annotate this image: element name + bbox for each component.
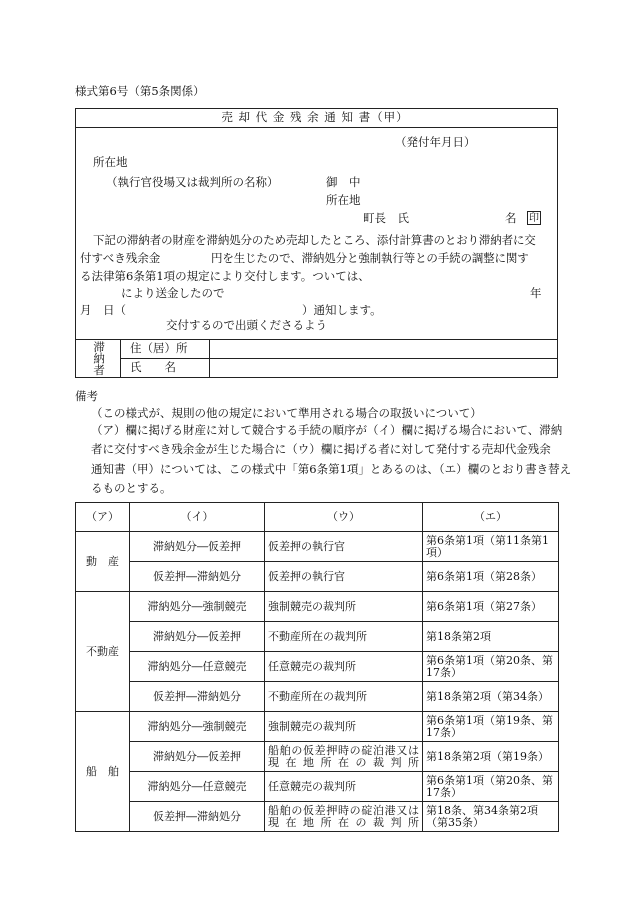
delinquent-name-label: 氏 名 <box>130 360 176 374</box>
remarks-p4: るものとする。 <box>91 481 172 495</box>
table-row <box>76 592 559 622</box>
table-row <box>76 802 559 832</box>
order-cell <box>130 562 265 592</box>
order-text: 仮差押―滞納処分 <box>153 809 241 823</box>
delinquent-address-label: 住（居）所 <box>130 341 188 355</box>
order-cell <box>130 742 265 772</box>
body-line-5b: ）通知します。 <box>302 303 382 317</box>
party-cell: 船舶の仮差押時の碇泊港又は現在地所在の裁判所 <box>265 742 423 772</box>
order-text: 滞納処分―仮差押 <box>153 629 241 643</box>
order-cell <box>130 532 265 562</box>
order-cell <box>130 592 265 622</box>
order-cell <box>130 652 265 682</box>
remarks-heading: 備考 <box>75 389 98 403</box>
seal-stamp: 印 <box>529 213 539 224</box>
table-row <box>76 622 559 652</box>
remarks-p2: 者に交付すべき残余金が生じた場合に（ウ）欄に掲げる者に対して発付する売却代金残余 <box>91 442 551 456</box>
order-text: 滞納処分―強制競売 <box>147 719 247 733</box>
article-cell: 第18条、第34条第2項（第35条） <box>423 802 559 832</box>
table-row <box>76 532 559 562</box>
order-cell <box>130 622 265 652</box>
party-cell: 強制競売の裁判所 <box>265 712 423 742</box>
party-cell: 船舶の仮差押時の碇泊港又は現在地所在の裁判所 <box>265 802 423 832</box>
party-cell: 不動産所在の裁判所 <box>265 622 423 652</box>
order-text: 仮差押―滞納処分 <box>153 569 241 583</box>
body-line-6: 交付するので出頭くださるよう <box>166 318 327 332</box>
delinquent-label-divider <box>120 339 121 378</box>
body-line-4-year: 年 <box>530 286 542 300</box>
party-cell: 任意競売の裁判所 <box>265 652 423 682</box>
article-cell: 第6条第1項（第27条） <box>423 592 559 622</box>
header-cell: （イ） <box>130 503 265 532</box>
table-row <box>76 652 559 682</box>
issue-date: （発付年月日） <box>395 135 476 149</box>
property-cell: 動 産 <box>76 532 130 592</box>
sender-name-suffix: 名 <box>505 211 517 225</box>
property-cell: 船 舶 <box>76 712 130 832</box>
onchu: 御 中 <box>326 175 361 189</box>
article-cell: 第6条第1項（第28条） <box>423 562 559 592</box>
body-line-4: により送金したので <box>121 286 225 300</box>
table-row <box>76 682 559 712</box>
delinquent-mid-line <box>120 358 558 359</box>
article-cell: 第6条第1項（第11条第1項） <box>423 532 559 562</box>
body-line-2a: 付すべき残余金 <box>80 251 161 265</box>
property-cell: 不動産 <box>76 592 130 712</box>
address-label: 所在地 <box>93 155 128 169</box>
article-cell: 第6条第1項（第20条、第17条） <box>423 652 559 682</box>
party-cell: 不動産所在の裁判所 <box>265 682 423 712</box>
party-cell: 任意競売の裁判所 <box>265 772 423 802</box>
remarks-p3: 通知書（甲）については、この様式中「第6条第1項」とあるのは、（エ）欄のとおり書き替え <box>91 462 572 476</box>
rewrite-table <box>75 502 559 832</box>
order-cell <box>130 802 265 832</box>
form-number: 様式第6号（第5条関係） <box>75 84 205 98</box>
table-header-row <box>76 503 559 532</box>
body-line-1: 下記の滞納者の財産を滞納処分のため売却したところ、添付計算書のとおり滞納者に交 <box>93 233 536 247</box>
remarks-subheading: （この様式が、規則の他の規定において準用される場合の取扱いについて） <box>91 406 482 420</box>
party-cell: 強制競売の裁判所 <box>265 592 423 622</box>
article-cell: 第6条第1項（第19条、第17条） <box>423 712 559 742</box>
party-cell: 仮差押の執行官 <box>265 532 423 562</box>
table-row <box>76 742 559 772</box>
table-row <box>76 772 559 802</box>
party-cell: 仮差押の執行官 <box>265 562 423 592</box>
notice-title: 売 却 代 金 残 余 通 知 書（甲） <box>221 110 409 124</box>
sender-title: 町長 氏 <box>363 211 409 225</box>
order-text: 滞納処分―任意競売 <box>147 659 247 673</box>
header-cell: （ア） <box>76 503 130 532</box>
article-cell: 第18条第2項（第34条） <box>423 682 559 712</box>
order-cell <box>130 772 265 802</box>
header-cell: （ウ） <box>265 503 423 532</box>
body-line-5a: 月 日（ <box>80 303 126 317</box>
body-line-3: る法律第6条第1項の規定により交付します。ついては、 <box>80 269 370 283</box>
order-cell <box>130 682 265 712</box>
body-line-2b: 円を生じたので、滞納処分と強制執行等との手続の調整に関す <box>211 251 529 265</box>
article-cell: 第18条第2項（第19条） <box>423 742 559 772</box>
delinquent-label: 滞納者 <box>92 341 107 376</box>
order-text: 滞納処分―任意競売 <box>147 779 247 793</box>
addressee: （執行官役場又は裁判所の名称） <box>106 175 279 189</box>
article-cell: 第6条第1項（第20条、第17条） <box>423 772 559 802</box>
order-text: 仮差押―滞納処分 <box>153 689 241 703</box>
title-divider <box>75 127 558 128</box>
remarks-p1: （ア）欄に掲げる財産に対して競合する手続の順序が（イ）欄に掲げる場合において、滞納 <box>91 423 563 437</box>
table-row <box>76 562 559 592</box>
article-cell: 第18条第2項 <box>423 622 559 652</box>
delinquent-field-divider <box>209 339 210 378</box>
order-cell <box>130 712 265 742</box>
order-text: 滞納処分―仮差押 <box>153 539 241 553</box>
order-text: 滞納処分―仮差押 <box>153 749 241 763</box>
header-cell: （エ） <box>423 503 559 532</box>
delinquent-top-line <box>75 339 558 340</box>
table-row <box>76 712 559 742</box>
order-text: 滞納処分―強制競売 <box>147 599 247 613</box>
sender-address: 所在地 <box>326 193 361 207</box>
